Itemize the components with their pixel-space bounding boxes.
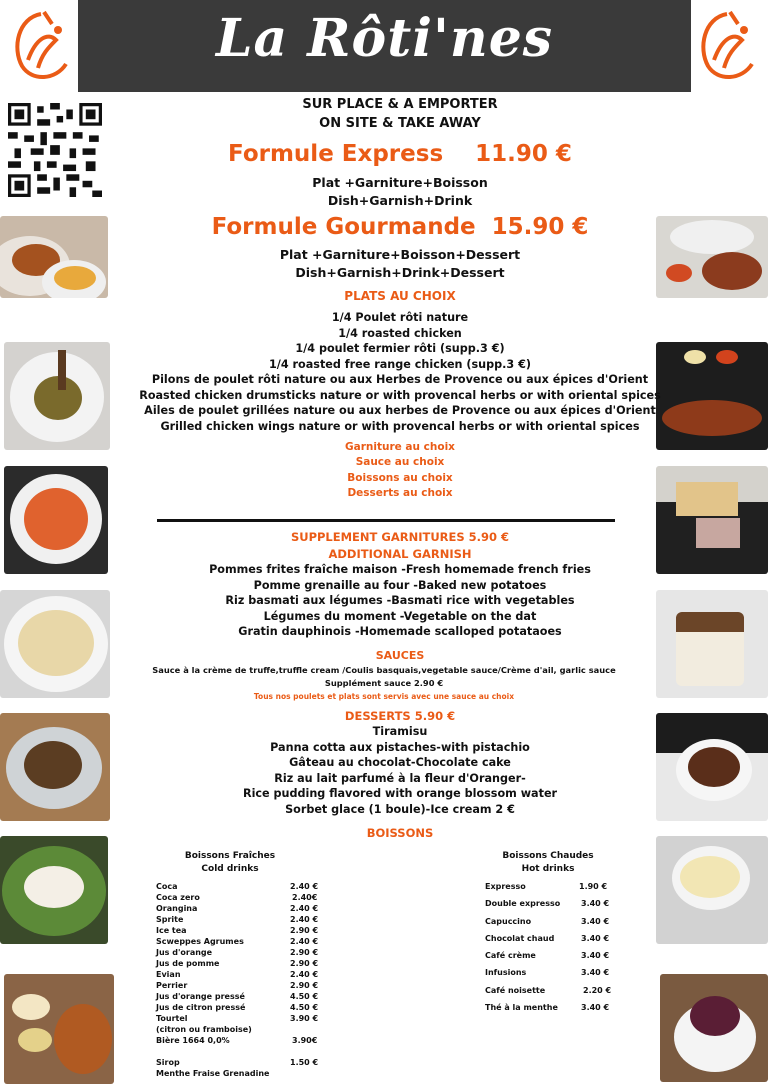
- drink-name: Jus d'orange: [156, 948, 213, 957]
- drink-price: 2.40 €: [290, 970, 319, 979]
- supplement-item: Légumes du moment -Vegetable on the dat: [263, 609, 537, 623]
- formule-express-line-fr: Plat +Garniture+Boisson: [312, 175, 488, 190]
- formule-express-details: [130, 174, 670, 210]
- desserts-list: [130, 724, 670, 817]
- drink-name: Café noisette: [485, 985, 546, 995]
- supplement-headings: [130, 529, 670, 562]
- logo-icon-right: [694, 8, 760, 84]
- drink-name: Capuccino: [485, 916, 532, 926]
- drink-name: Coca zero: [156, 893, 200, 902]
- drink-price: 4.50 €: [290, 992, 319, 1001]
- food-photo-roast-chicken-fries: [0, 216, 108, 298]
- dessert-item: Gâteau au chocolat-Chocolate cake: [289, 756, 511, 769]
- drink-name: Orangina: [156, 904, 198, 913]
- hot-drink-row: [485, 968, 615, 985]
- drink-price: 2.40€: [292, 893, 318, 902]
- service-line-en: ON SITE & TAKE AWAY: [319, 116, 481, 131]
- cold-drink-row: [156, 881, 326, 892]
- dessert-item: Sorbet glace (1 boule)-Ice cream 2 €: [285, 802, 515, 816]
- hot-drink-row: [485, 1003, 615, 1020]
- hot-drink-row: [485, 951, 615, 968]
- plat-item: Grilled chicken wings nature or with provencal herbs or with oriental spices: [160, 419, 640, 433]
- drink-price: 2.40 €: [290, 882, 319, 891]
- qr-code-icon[interactable]: [8, 103, 102, 197]
- drink-price: 3.40 €: [581, 899, 610, 909]
- drink-name: Tourtel: [156, 1014, 188, 1023]
- food-photo-gratin: [656, 466, 768, 574]
- cold-drinks-title: [170, 850, 290, 876]
- food-photo-chicken-sauces: [4, 974, 114, 1084]
- boissons-heading: BOISSONS: [366, 826, 434, 840]
- food-photo-drumsticks: [656, 342, 768, 450]
- drink-name: Jus de citron pressé: [156, 1003, 246, 1012]
- choice-item: Boissons au choix: [347, 471, 453, 484]
- cold-drink-row: [156, 980, 326, 991]
- drink-name: (citron ou framboise): [156, 1025, 252, 1034]
- cold-drink-row: [156, 1035, 326, 1046]
- hot-drink-row: [485, 917, 615, 934]
- cold-drink-row: [156, 991, 326, 1002]
- supplement-item: Riz basmati aux légumes -Basmati rice with vegetables: [225, 594, 575, 607]
- plat-item: Roasted chicken drumsticks nature or with provencal herbs or with oriental spices: [139, 388, 661, 402]
- cold-drink-row: [156, 947, 326, 958]
- drink-price: 3.40 €: [581, 933, 610, 943]
- food-photo-panna-cotta: [660, 974, 768, 1082]
- dessert-item: Riz au lait parfumé à la fleur d'Oranger-: [274, 771, 526, 785]
- formule-express-line-en: Dish+Garnish+Drink: [327, 193, 473, 208]
- supplement-item: Pommes frites fraîche maison -Fresh homemade french fries: [209, 563, 591, 576]
- dessert-item: Panna cotta aux pistaches-with pistachio: [270, 740, 530, 754]
- service-info: [130, 95, 670, 133]
- cold-drinks-title-fr: Boissons Fraîches: [184, 851, 276, 861]
- drink-name: Perrier: [156, 981, 188, 990]
- cold-drink-row: [156, 1002, 326, 1013]
- drink-name: Ice tea: [156, 926, 187, 935]
- plat-item: 1/4 poulet fermier rôti (supp.3 €): [295, 342, 505, 355]
- drink-price: 3.40 €: [581, 968, 610, 978]
- formule-gourmande-line-fr: Plat +Garniture+Boisson+Dessert: [279, 247, 521, 262]
- food-photo-rice-pudding: [656, 836, 768, 944]
- drink-price: 2.90 €: [290, 959, 319, 968]
- plat-item: 1/4 Poulet rôti nature: [331, 311, 469, 324]
- sauce-note: Tous nos poulets et plats sont servis avec une sauce au choix: [253, 692, 515, 701]
- plat-item: 1/4 roasted free range chicken (supp.3 €): [268, 357, 531, 371]
- drink-name: Expresso: [485, 882, 526, 891]
- drink-price: 3.40 €: [581, 916, 610, 926]
- desserts-heading: DESSERTS 5.90 €: [344, 709, 456, 723]
- plats-heading: PLATS AU CHOIX: [344, 289, 456, 303]
- choice-item: Desserts au choix: [347, 486, 453, 499]
- drink-name: Bière 1664 0,0%: [156, 1036, 230, 1045]
- drink-name: Evian: [156, 970, 181, 979]
- sirop-row: [156, 1057, 326, 1068]
- cold-drink-row: [156, 958, 326, 969]
- plats-list: [130, 310, 670, 434]
- hot-drinks-list: [485, 882, 615, 1020]
- food-photo-wings-sauces: [656, 216, 768, 298]
- hot-drink-row: [485, 934, 615, 951]
- logo-icon-left: [8, 8, 74, 84]
- choice-item: Sauce au choix: [355, 456, 445, 469]
- dessert-item: Rice pudding flavored with orange blossom water: [242, 787, 558, 800]
- sauces-list: Sauce à la crème de truffe,truffle cream /Coulis basquais,vegetable sauce/Crème d'ail, garlic sauce: [152, 665, 616, 675]
- formule-gourmande-line-en: Dish+Garnish+Drink+Dessert: [295, 265, 505, 280]
- hot-drinks-title: [488, 850, 608, 876]
- drink-price: 3.90 €: [290, 1014, 319, 1023]
- cold-drink-row: [156, 903, 326, 914]
- drink-price: 2.40 €: [290, 904, 319, 913]
- drink-price: 2.90 €: [290, 981, 319, 990]
- drink-name: Thé à la menthe: [485, 1003, 558, 1013]
- cold-drink-row: [156, 914, 326, 925]
- cold-drinks-title-en: Cold drinks: [201, 864, 259, 874]
- drink-price: 2.90 €: [290, 948, 319, 957]
- choice-item: Garniture au choix: [345, 441, 455, 453]
- drink-price: 2.40 €: [290, 937, 319, 946]
- restaurant-title: La Rôti'nes: [215, 8, 554, 69]
- drink-price: 3.40 €: [581, 1003, 610, 1013]
- sirop-flavors: Menthe Fraise Grenadine: [156, 1069, 270, 1078]
- service-line-fr: SUR PLACE & A EMPORTER: [302, 97, 498, 112]
- food-photo-lamb-potatoes: [4, 342, 110, 450]
- hot-drink-row: [485, 986, 615, 1003]
- drink-name: Chocolat chaud: [485, 933, 555, 943]
- drink-name: Jus d'orange pressé: [156, 992, 245, 1001]
- cold-drinks-list: [156, 881, 326, 1046]
- cold-drink-row: [156, 936, 326, 947]
- header-bar: [78, 0, 691, 92]
- food-photo-rice-dish: [0, 590, 110, 698]
- cold-drink-row: [156, 1013, 326, 1024]
- drink-name: Sirop: [156, 1058, 180, 1067]
- supplement-heading: SUPPLEMENT GARNITURES 5.90 €: [290, 530, 510, 544]
- sauces-details: [120, 664, 648, 703]
- formule-express-title: Formule Express 11.90 €: [228, 141, 572, 167]
- food-photo-salad: [0, 836, 108, 944]
- drink-price: 2.40 €: [290, 915, 319, 924]
- drink-name: Coca: [156, 882, 178, 891]
- hot-drink-row: [485, 899, 615, 916]
- choices-list: [130, 440, 670, 501]
- formule-gourmande-details: [130, 246, 670, 282]
- supplement-list: [130, 562, 670, 640]
- cold-drink-row: [156, 925, 326, 936]
- drink-price: 2.20 €: [583, 985, 612, 995]
- drink-price: 3.40 €: [581, 951, 610, 961]
- plat-item: 1/4 roasted chicken: [338, 326, 462, 340]
- supplement-item: Pomme grenaille au four -Baked new potatoes: [253, 578, 547, 592]
- formule-gourmande-title: Formule Gourmande 15.90 €: [211, 214, 589, 240]
- cold-drink-row: [156, 969, 326, 980]
- drink-price: 4.50 €: [290, 1003, 319, 1012]
- supplement-heading-en: ADDITIONAL GARNISH: [328, 546, 472, 561]
- drink-name: Infusions: [485, 968, 527, 978]
- drink-name: Café crème: [485, 951, 536, 961]
- plat-item: Pilons de poulet rôti nature ou aux Herbes de Provence ou aux épices d'Orient: [151, 373, 649, 386]
- drink-name: Double expresso: [485, 899, 561, 909]
- section-divider: [157, 519, 615, 522]
- cold-drink-row: [156, 1024, 326, 1035]
- drink-price: 1.90 €: [579, 882, 608, 891]
- hot-drinks-title-fr: Boissons Chaudes: [502, 851, 594, 861]
- hot-drinks-title-en: Hot drinks: [521, 864, 575, 874]
- drink-price: 2.90 €: [290, 926, 319, 935]
- hot-drink-row: [485, 882, 615, 899]
- food-photo-stew: [0, 713, 110, 821]
- food-photo-tagine: [4, 466, 108, 574]
- drink-name: Scweppes Agrumes: [156, 937, 244, 946]
- cold-drink-row: [156, 892, 326, 903]
- food-photo-chocolate-cake: [656, 713, 768, 821]
- food-photo-tiramisu: [656, 590, 768, 698]
- drink-price: 3.90€: [292, 1036, 318, 1045]
- plat-item: Ailes de poulet grillées nature ou aux herbes de Provence ou aux épices d'Orient: [144, 404, 656, 417]
- sauces-heading: SAUCES: [375, 649, 425, 662]
- supplement-item: Gratin dauphinois -Homemade scalloped potataoes: [238, 625, 562, 638]
- sauce-supplement: Supplément sauce 2.90 €: [324, 678, 444, 688]
- sirop-block: [156, 1057, 326, 1079]
- dessert-item: Tiramisu: [372, 725, 428, 738]
- drink-price: 1.50 €: [290, 1058, 319, 1067]
- drink-name: Jus de pomme: [156, 959, 220, 968]
- drink-name: Sprite: [156, 915, 184, 924]
